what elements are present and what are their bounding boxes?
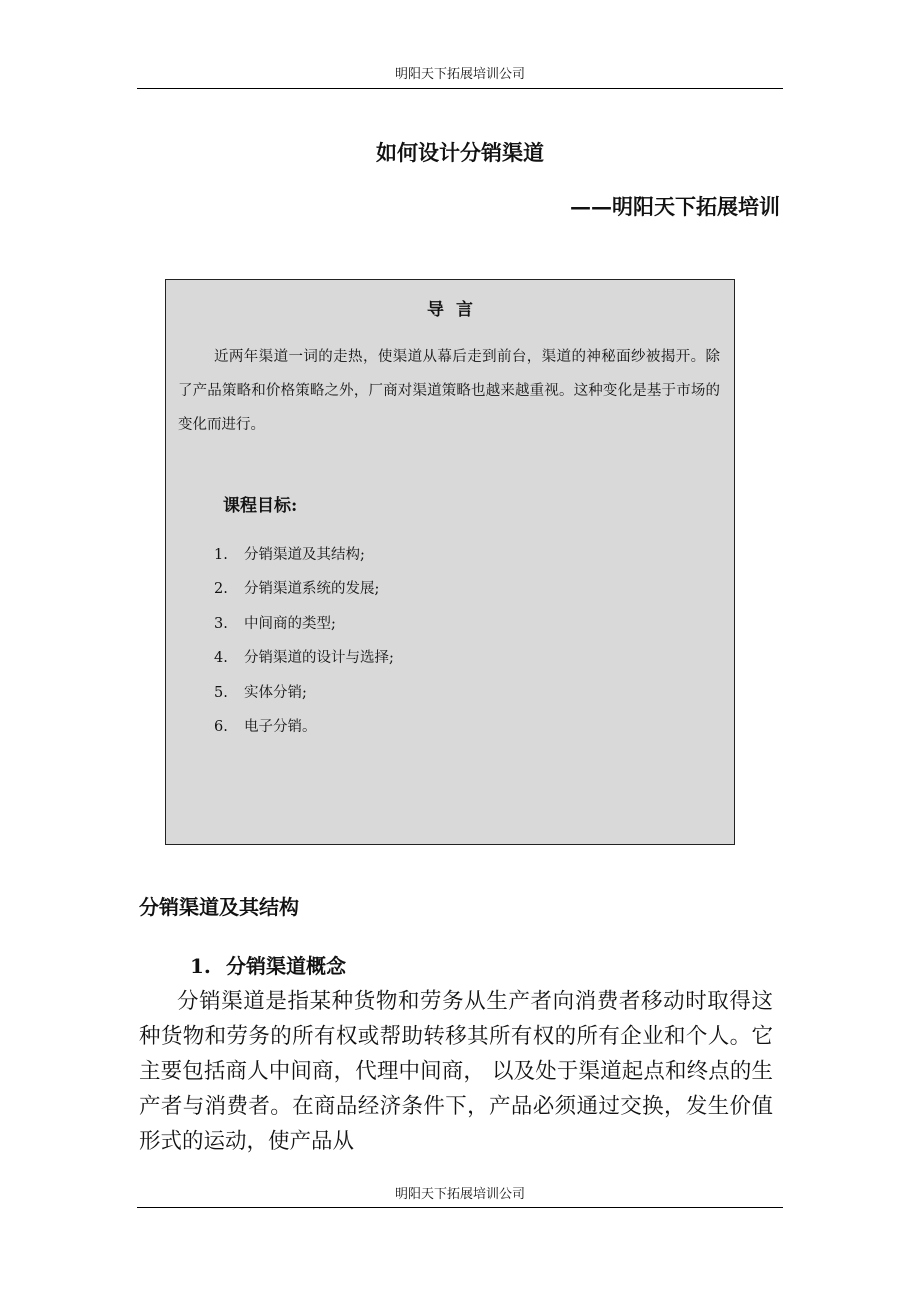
footer-divider: [137, 1207, 783, 1208]
document-subtitle: ——明阳天下拓展培训: [570, 194, 780, 219]
course-goals-title: 课程目标:: [223, 496, 298, 516]
header-divider: [137, 88, 783, 89]
goal-number: 1.: [214, 547, 228, 563]
goal-number: 3.: [214, 615, 228, 632]
subsection-number: 1.: [190, 954, 211, 978]
goal-number: 5.: [214, 684, 228, 701]
goal-item: [214, 572, 394, 606]
goal-text: 分销渠道及其结构;: [244, 547, 365, 563]
intro-paragraph: 近两年渠道一词的走热，使渠道从幕后走到前台，渠道的神秘面纱被揭开。除了产品策略和价格策略之外，厂商对渠道策略也越来越重视。这种变化是基于市场的变化而进行。: [178, 349, 720, 433]
goal-text: 分销渠道的设计与选择;: [244, 650, 394, 667]
section-title: 分销渠道及其结构: [139, 895, 299, 919]
page-header: 明阳天下拓展培训公司: [394, 67, 525, 82]
course-goals-list: [214, 538, 394, 744]
body-paragraph: 分销渠道是指某种货物和劳务从生产者向消费者移动时取得这种货物和劳务的所有权或帮助转移其所有权的所有企业和个人。它主要包括商人中间商，代理中间商， 以及处于渠道起点和终点的生产者与消费者。在商品经济条件下，产品必须通过交换，发生价值 形式的运动，使产品从: [139, 989, 773, 1154]
goal-text: 分销渠道系统的发展;: [244, 581, 380, 598]
subsection-text: 分销渠道概念: [226, 954, 346, 978]
goal-item: [214, 641, 394, 675]
goal-text: 电子分销。: [244, 719, 317, 736]
goal-number: 2.: [214, 581, 228, 598]
page-footer: 明阳天下拓展培训公司: [394, 1187, 525, 1202]
goal-item: [214, 538, 394, 572]
goal-number: 6.: [214, 719, 228, 736]
subsection-title: [190, 951, 346, 981]
goal-item: [214, 710, 394, 744]
goal-item: [214, 676, 394, 710]
intro-heading: 导言: [427, 300, 485, 320]
goal-text: 中间商的类型;: [244, 615, 336, 632]
intro-box: [165, 279, 735, 845]
goal-item: [214, 607, 394, 641]
document-title: 如何设计分销渠道: [376, 140, 544, 165]
goal-number: 4.: [214, 650, 228, 667]
goal-text: 实体分销;: [244, 684, 307, 701]
